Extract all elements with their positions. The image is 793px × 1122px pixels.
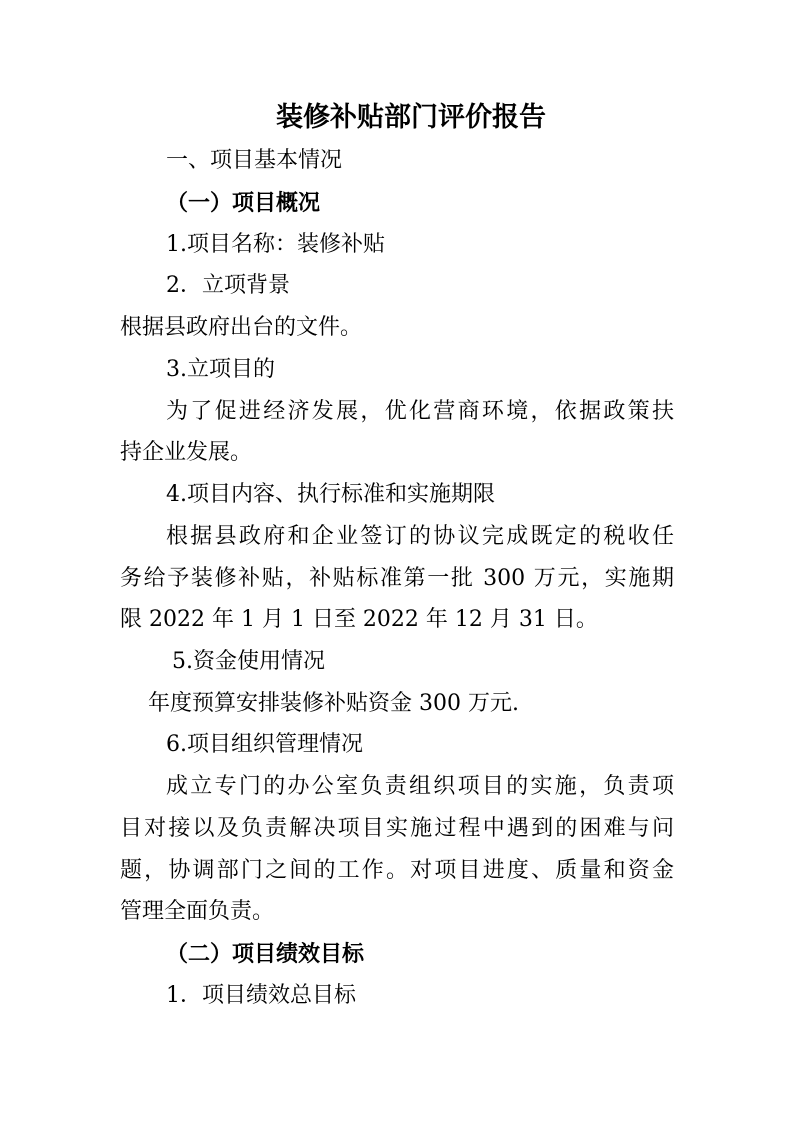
paragraph-line: 年度预算安排装修补贴资金 300 万元. (148, 691, 519, 716)
item-heading: 5.资金使用情况 (172, 649, 325, 674)
section-heading: 一、项目基本情况 (166, 148, 343, 173)
paragraph-line: 目对接以及负责解决项目实施过程中遇到的困难与问 (120, 816, 674, 841)
item-heading: 4.项目内容、执行标准和实施期限 (166, 482, 495, 507)
paragraph-line: 务给予装修补贴，补贴标准第一批 300 万元，实施期 (120, 566, 674, 591)
paragraph-line: 管理全面负责。 (120, 899, 275, 924)
paragraph-line: 成立专门的办公室负责组织项目的实施，负责项 (166, 774, 674, 799)
paragraph-line: 根据县政府和企业签订的协议完成既定的税收任 (166, 524, 674, 549)
item-heading: 3.立项目的 (166, 357, 275, 382)
paragraph-line: 题，协调部门之间的工作。对项目进度、质量和资金 (120, 858, 674, 883)
subsection-heading: （一）项目概况 (166, 190, 321, 216)
paragraph-line: 为了促进经济发展，优化营商环境，依据政策扶 (166, 399, 674, 424)
item-project-name: 1.项目名称：装修补贴 (166, 232, 385, 257)
document-title: 装修补贴部门评价报告 (276, 102, 546, 133)
item-heading: 2．立项背景 (166, 273, 290, 298)
paragraph-line: 根据县政府出台的文件。 (120, 315, 363, 340)
subsection-heading: （二）项目绩效目标 (166, 941, 365, 967)
paragraph-line: 持企业发展。 (120, 440, 253, 465)
item-heading: 6.项目组织管理情况 (166, 732, 363, 757)
paragraph-line: 限 2022 年 1 月 1 日至 2022 年 12 月 31 日。 (120, 607, 598, 632)
item-heading: 1．项目绩效总目标 (166, 983, 356, 1008)
